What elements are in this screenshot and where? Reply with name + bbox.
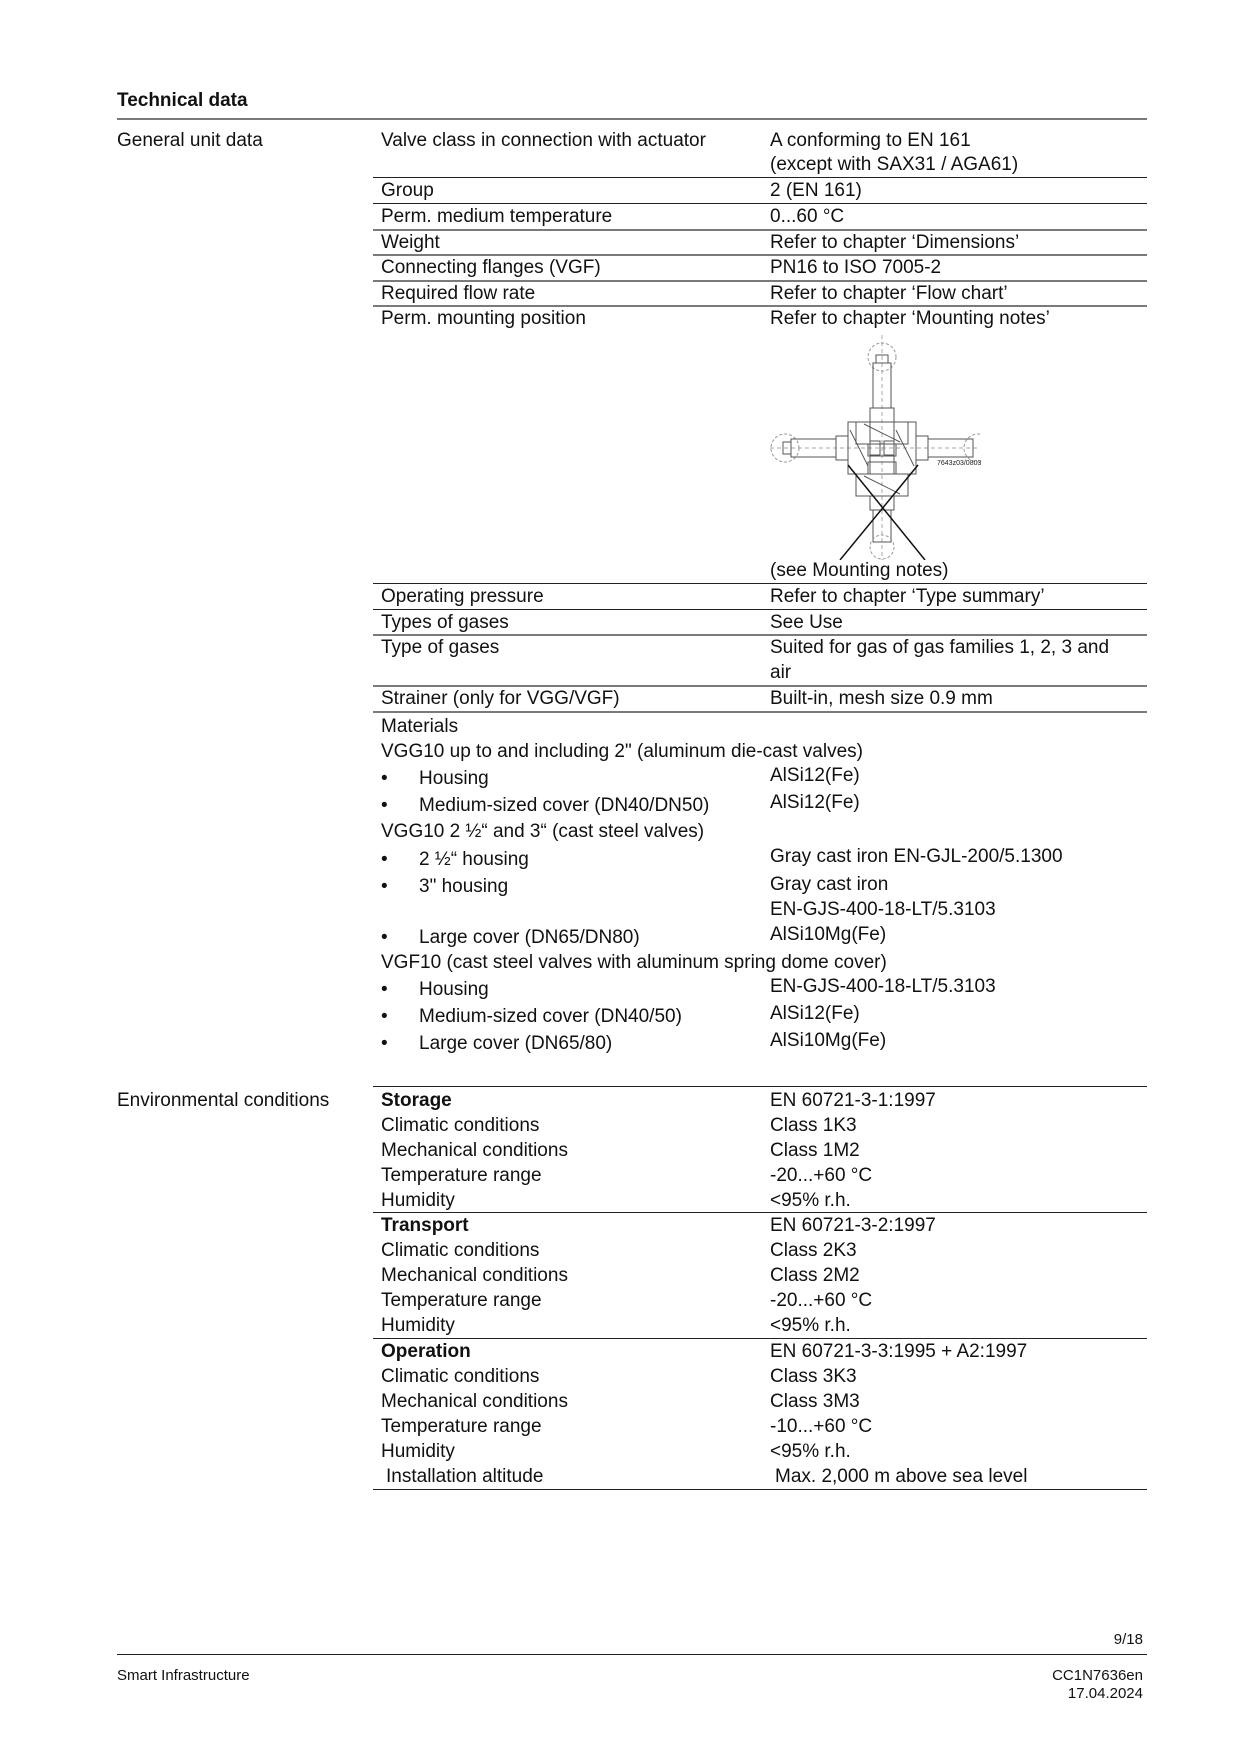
row-value: Refer to chapter ‘Flow chart’ xyxy=(770,283,1008,304)
row-label: Required flow rate xyxy=(381,283,536,304)
material-label: Medium-sized cover (DN40/DN50) xyxy=(419,795,710,816)
mounting-position-diagram xyxy=(760,335,980,560)
materials-group-heading: VGG10 up to and including 2" (aluminum die-cast valves) xyxy=(381,741,863,762)
env-label: Temperature range xyxy=(381,1290,542,1311)
row-divider xyxy=(373,711,1147,713)
row-label: Type of gases xyxy=(381,637,500,658)
block-divider xyxy=(373,1212,1147,1213)
env-block-standard: EN 60721-3-1:1997 xyxy=(770,1090,936,1111)
bullet-icon: • xyxy=(381,768,388,789)
materials-title: Materials xyxy=(381,716,459,737)
row-value: Refer to chapter ‘Dimensions’ xyxy=(770,232,1020,253)
table-end-rule xyxy=(373,1489,1147,1490)
row-value: See Use xyxy=(770,612,843,633)
row-label: Strainer (only for VGG/VGF) xyxy=(381,688,620,709)
row-label: Types of gases xyxy=(381,612,509,633)
env-label: Temperature range xyxy=(381,1165,542,1186)
env-label: Mechanical conditions xyxy=(381,1140,568,1161)
row-label: Perm. medium temperature xyxy=(381,206,613,227)
group-label-environmental: Environmental conditions xyxy=(117,1090,330,1111)
row-divider xyxy=(373,229,1147,231)
env-value: Class 3M3 xyxy=(770,1391,860,1412)
row-divider xyxy=(373,177,1147,178)
bullet-icon: • xyxy=(381,876,388,897)
env-value: Class 1K3 xyxy=(770,1115,857,1136)
env-label: Humidity xyxy=(381,1441,455,1462)
bullet-icon: • xyxy=(381,1033,388,1054)
bullet-icon: • xyxy=(381,849,388,870)
bullet-icon: • xyxy=(381,927,388,948)
diagram-code: 7643z03/0803 xyxy=(937,460,982,467)
footer-date: 17.04.2024 xyxy=(1067,1685,1143,1702)
page-number: 9/18 xyxy=(1113,1631,1143,1648)
group-label-general: General unit data xyxy=(117,130,263,151)
bullet-icon: • xyxy=(381,795,388,816)
env-value: -20...+60 °C xyxy=(770,1165,873,1186)
material-value: AlSi12(Fe) xyxy=(770,792,860,813)
row-label: Perm. mounting position xyxy=(381,308,586,329)
bullet-icon: • xyxy=(381,979,388,1000)
bullet-icon: • xyxy=(381,1006,388,1027)
row-value-line2: air xyxy=(770,662,792,683)
row-value: Built-in, mesh size 0.9 mm xyxy=(770,688,993,709)
footer-company: Smart Infrastructure xyxy=(117,1667,250,1684)
env-value: Class 2K3 xyxy=(770,1240,857,1261)
row-value: 2 (EN 161) xyxy=(770,180,862,201)
materials-group-heading: VGG10 2 ½“ and 3“ (cast steel valves) xyxy=(381,821,705,842)
material-label: 2 ½“ housing xyxy=(419,849,529,870)
env-block-title: Transport xyxy=(381,1215,469,1236)
footer-doc-id: CC1N7636en xyxy=(1052,1667,1143,1684)
row-value: Suited for gas of gas families 1, 2, 3 and xyxy=(770,637,1110,658)
material-label: Large cover (DN65/80) xyxy=(419,1033,613,1054)
footer-rule xyxy=(117,1654,1147,1655)
row-label: Valve class in connection with actuator xyxy=(381,130,706,151)
env-value: <95% r.h. xyxy=(770,1190,851,1211)
env-value: Class 2M2 xyxy=(770,1265,860,1286)
env-block-standard: EN 60721-3-2:1997 xyxy=(770,1215,936,1236)
env-value: Class 3K3 xyxy=(770,1366,857,1387)
material-value: Gray cast iron EN-GJL-200/5.1300 xyxy=(770,846,1063,867)
env-label: Humidity xyxy=(381,1315,455,1336)
env-value: Class 1M2 xyxy=(770,1140,860,1161)
material-value: Gray cast iron xyxy=(770,874,889,895)
env-block-title: Storage xyxy=(381,1090,452,1111)
env-value: <95% r.h. xyxy=(770,1441,851,1462)
section-title: Technical data xyxy=(117,90,248,111)
row-value: PN16 to ISO 7005-2 xyxy=(770,257,942,278)
env-block-title: Operation xyxy=(381,1341,471,1362)
row-value-line2: (except with SAX31 / AGA61) xyxy=(770,154,1019,175)
row-label: Group xyxy=(381,180,434,201)
material-value: EN-GJS-400-18-LT/5.3103 xyxy=(770,976,996,997)
material-value: AlSi12(Fe) xyxy=(770,1003,860,1024)
env-label: Humidity xyxy=(381,1190,455,1211)
title-rule xyxy=(117,118,1147,120)
env-label: Mechanical conditions xyxy=(381,1391,568,1412)
env-value: -10...+60 °C xyxy=(770,1416,873,1437)
diagram-caption: (see Mounting notes) xyxy=(770,560,949,581)
row-label: Weight xyxy=(381,232,440,253)
material-value: AlSi12(Fe) xyxy=(770,765,860,786)
env-label: Installation altitude xyxy=(386,1466,544,1487)
env-label: Temperature range xyxy=(381,1416,542,1437)
env-label: Climatic conditions xyxy=(381,1240,540,1261)
material-label: Medium-sized cover (DN40/50) xyxy=(419,1006,682,1027)
block-divider xyxy=(373,1338,1147,1339)
row-value: A conforming to EN 161 xyxy=(770,130,971,151)
row-label: Operating pressure xyxy=(381,586,544,607)
env-label: Mechanical conditions xyxy=(381,1265,568,1286)
env-value: Max. 2,000 m above sea level xyxy=(775,1466,1028,1487)
material-label: Housing xyxy=(419,768,489,789)
row-label: Connecting flanges (VGF) xyxy=(381,257,601,278)
materials-group-heading: VGF10 (cast steel valves with aluminum spring dome cover) xyxy=(381,952,887,973)
row-value: Refer to chapter ‘Mounting notes’ xyxy=(770,308,1050,329)
env-block-standard: EN 60721-3-3:1995 + A2:1997 xyxy=(770,1341,1028,1362)
material-label: Large cover (DN65/DN80) xyxy=(419,927,640,948)
env-label: Climatic conditions xyxy=(381,1366,540,1387)
material-label: 3" housing xyxy=(419,876,509,897)
env-value: <95% r.h. xyxy=(770,1315,851,1336)
material-label: Housing xyxy=(419,979,489,1000)
section-divider xyxy=(373,1086,1147,1087)
env-label: Climatic conditions xyxy=(381,1115,540,1136)
env-value: -20...+60 °C xyxy=(770,1290,873,1311)
row-value: 0...60 °C xyxy=(770,206,845,227)
row-value: Refer to chapter ‘Type summary’ xyxy=(770,586,1045,607)
material-value-line2: EN-GJS-400-18-LT/5.3103 xyxy=(770,899,996,920)
material-value: AlSi10Mg(Fe) xyxy=(770,1030,887,1051)
material-value: AlSi10Mg(Fe) xyxy=(770,924,887,945)
